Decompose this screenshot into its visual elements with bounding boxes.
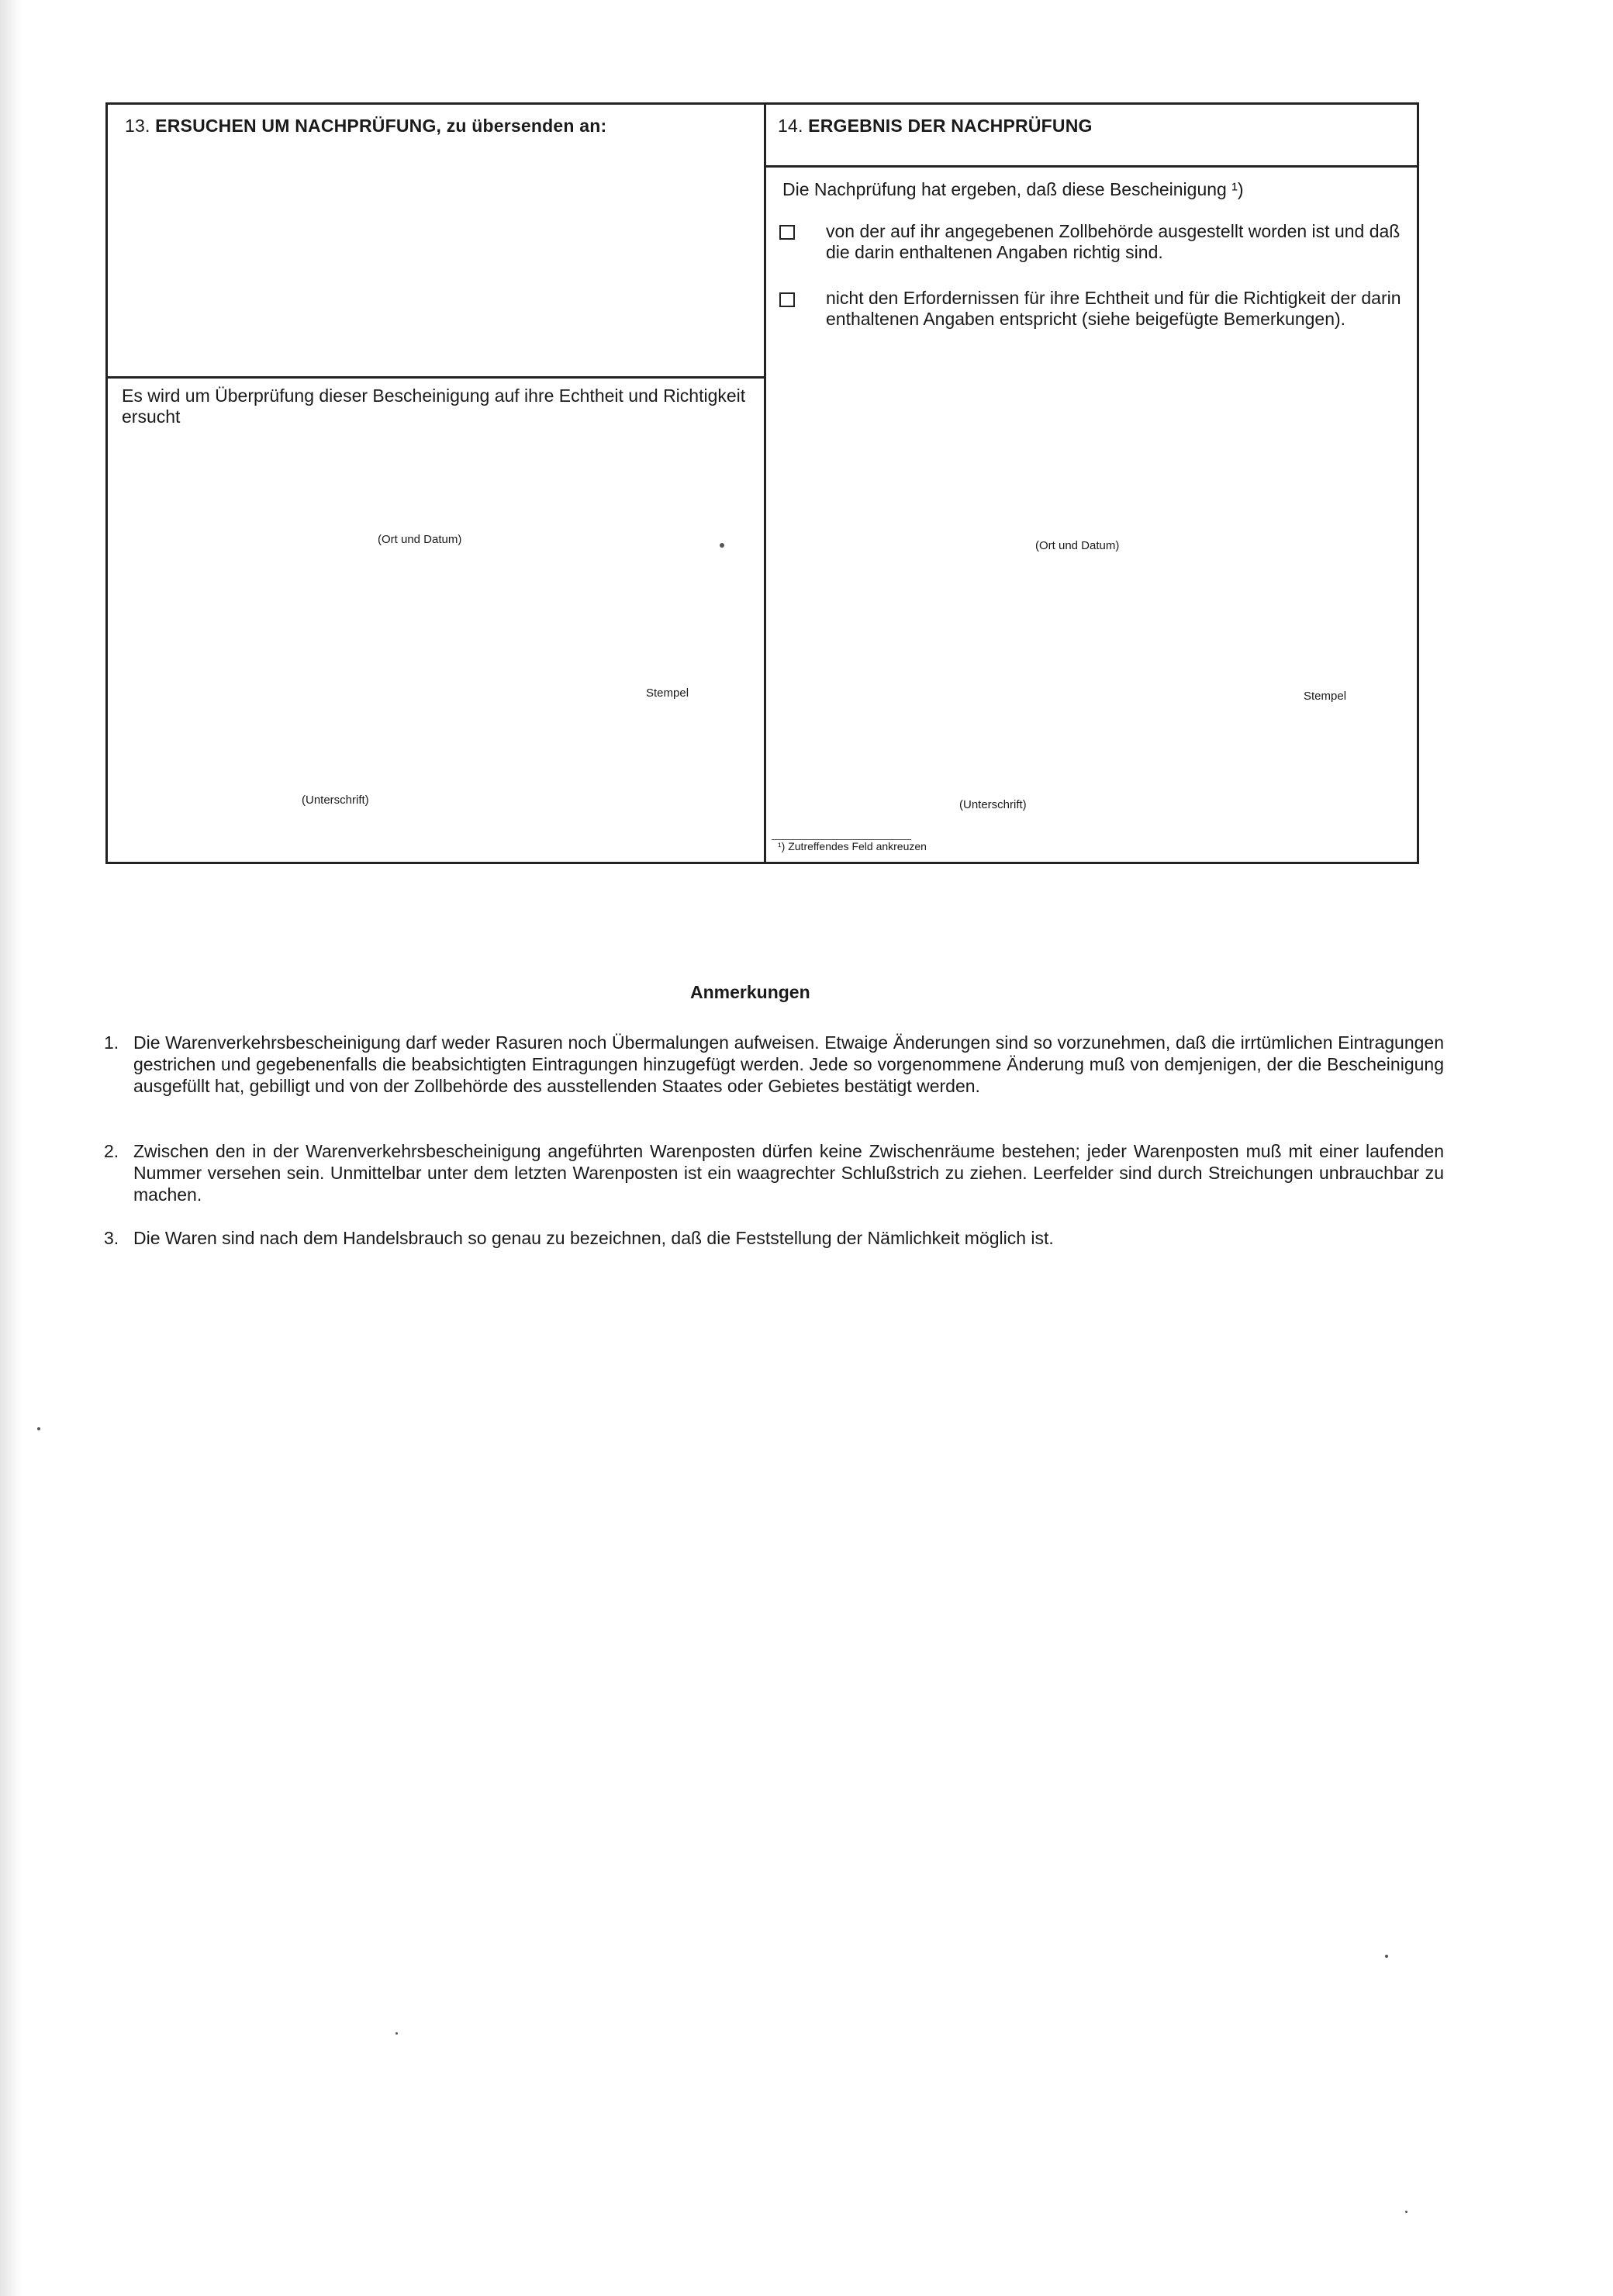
option-checkbox-2[interactable] [779, 292, 795, 307]
box13-number: 13. [125, 116, 150, 136]
box14-number: 14. [778, 116, 803, 136]
option-checkbox-1[interactable] [779, 225, 795, 240]
box13-request-text: Es wird um Überprüfung dieser Bescheinigung auf ihre Echtheit und Richtigkeit ersucht [122, 386, 746, 427]
notes-title: Anmerkungen [690, 982, 810, 1002]
scan-edge-shadow [0, 0, 23, 2296]
option-text-2: nicht den Erfordernissen für ihre Echtheit und für die Richtigkeit der darin enthaltenen Angaben entspricht (siehe beigefügte Bemerkungen). [826, 288, 1401, 329]
option-text-1: von der auf ihr angegebenen Zollbehörde ausgestellt worden ist und daß die darin enthaltenen Angaben richtig sind. [826, 221, 1401, 262]
note-number-3: 3. [104, 1228, 119, 1248]
box14-header-line [766, 165, 1419, 168]
box14-stamp-label: Stempel [1304, 690, 1347, 703]
box14-footnote: ¹) Zutreffendes Feld ankreuzen [778, 840, 927, 852]
verification-form [105, 102, 1419, 864]
note-number-2: 2. [104, 1141, 119, 1161]
box14-signature-label: (Unterschrift) [959, 798, 1027, 811]
note-number-1: 1. [104, 1032, 119, 1053]
note-text-2: Zwischen den in der Warenverkehrsbescheinigung angeführten Warenposten dürfen keine Zwischenräume bestehen; jeder Warenposten muß mit einer laufenden Nummer versehen sein. Unmittelbar unter dem letzten Warenposten ist ein waagrechter Schlußstrich zu ziehen. Leerfelder sind durch Streichungen unbrauchbar zu machen. [133, 1141, 1444, 1205]
box13-section-line [108, 376, 764, 379]
scan-speck [720, 543, 724, 548]
note-text-3: Die Waren sind nach dem Handelsbrauch so genau zu bezeichnen, daß die Feststellung der Nämlichkeit möglich ist. [133, 1228, 1054, 1248]
box13-header [125, 116, 606, 137]
box14-place-date-label: (Ort und Datum) [1035, 539, 1120, 552]
box13-stamp-label: Stempel [646, 686, 689, 700]
scan-speck [395, 2032, 398, 2035]
note-text-1: Die Warenverkehrsbescheinigung darf weder Rasuren noch Übermalungen aufweisen. Etwaige Änderungen sind so vorzunehmen, daß die irrtümlichen Eintragungen gestrichen und gegebenenfalls die beabsichtigten Eintragungen hinzugefügt werden. Jede so vorgenommene Änderung muß von demjenigen, der die Bescheinigung ausgefüllt hat, gebilligt und von der Zollbehörde des ausstellenden Staates oder Gebietes bestätigt werden. [133, 1032, 1444, 1096]
scan-speck [37, 1427, 40, 1430]
scan-speck [1405, 2211, 1407, 2213]
scan-speck [1385, 1955, 1388, 1958]
column-divider [764, 105, 766, 864]
box14-title: ERGEBNIS DER NACHPRÜFUNG [808, 116, 1093, 136]
box13-signature-label: (Unterschrift) [302, 794, 369, 807]
box13-title: ERSUCHEN UM NACHPRÜFUNG, zu übersenden an: [155, 116, 607, 136]
box14-intro: Die Nachprüfung hat ergeben, daß diese Bescheinigung ¹) [782, 179, 1244, 199]
box13-place-date-label: (Ort und Datum) [378, 533, 462, 546]
box14-header [778, 116, 1093, 137]
